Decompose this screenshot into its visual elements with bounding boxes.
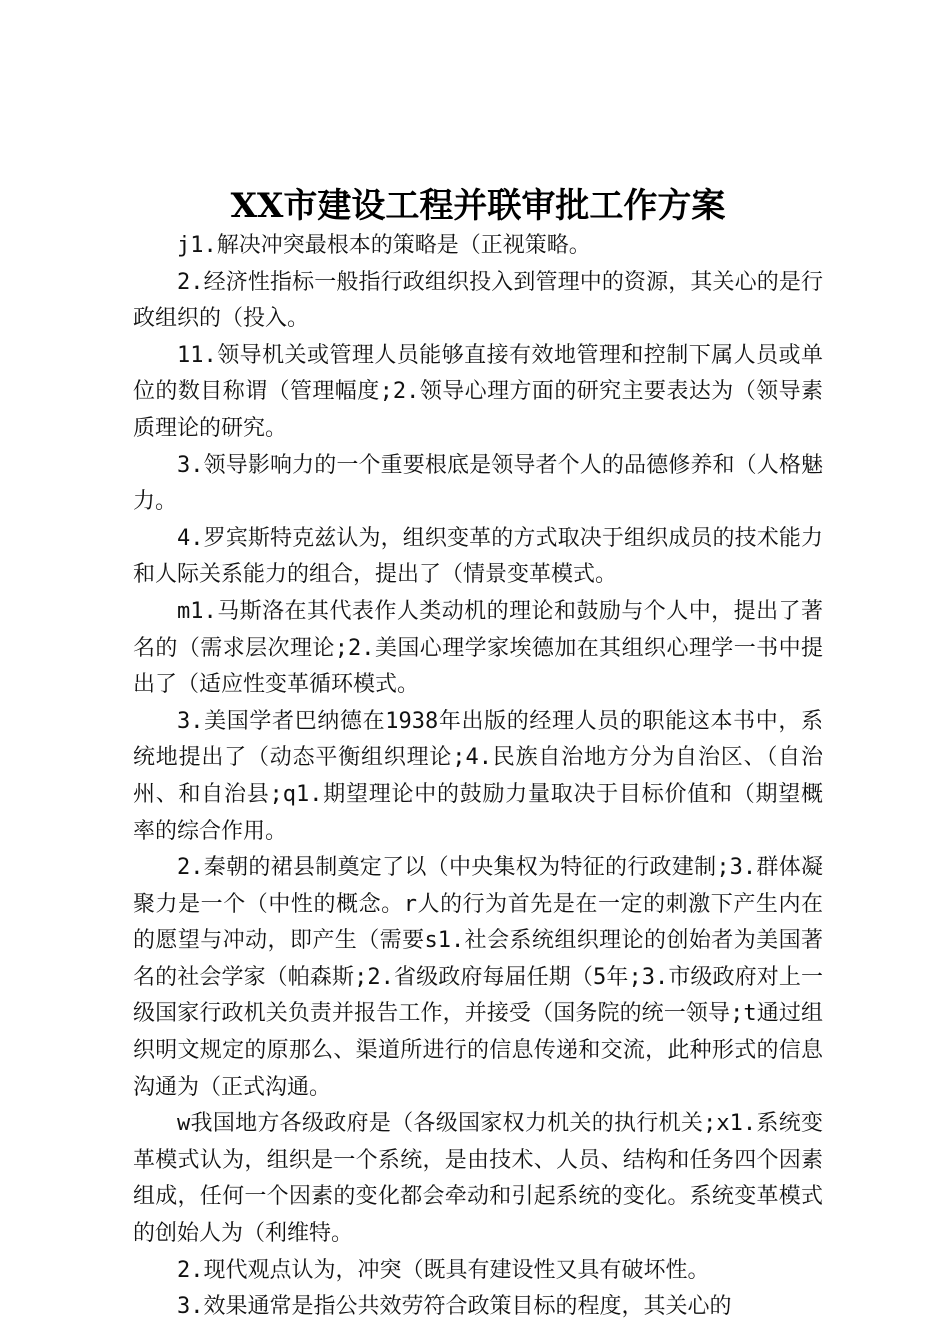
paragraph: 2.经济性指标一般指行政组织投入到管理中的资源，其关心的是行政组织的（投入。: [133, 269, 823, 332]
paragraph: 3.效果通常是指公共效劳符合政策目标的程度，其关心的: [177, 1294, 732, 1320]
paragraph: m1.马斯洛在其代表作人类动机的理论和鼓励与个人中，提出了著名的（需求层次理论;2.美国心理学家埃德加在其组织心理学一书中提出了（适应性变革循环模式。: [133, 598, 823, 698]
paragraph: j1.解决冲突最根本的策略是（正视策略。: [177, 233, 591, 258]
paragraph: 3.美国学者巴纳德在1938年出版的经理人员的职能这本书中，系统地提出了（动态平衡组织理论;4.民族自治地方分为自治区、（自治州、和自治县;q1.期望理论中的鼓励力量取决于目标价值和（期望概率的综合作用。: [133, 708, 823, 844]
paragraph: 2.现代观点认为，冲突（既具有建设性又具有破坏性。: [177, 1257, 710, 1283]
document-title: XX市建设工程并联审批工作方案: [230, 186, 726, 226]
paragraph: 2.秦朝的裙县制奠定了以（中央集权为特征的行政建制;3.群体凝聚力是一个（中性的概念。r人的行为首先是在一定的刺激下产生内在的愿望与冲动，即产生（需要s1.社会系统组织理论的创始者为美国著名的社会学家（帕森斯;2.省级政府每届任期（5年;3.市级政府对上一级国家行政机关负责并报告工作，并接受（国务院的统一领导;t通过组织明文规定的原那么、渠道所进行的信息传递和交流，此种形式的信息沟通为（正式沟通。: [133, 855, 823, 1100]
paragraph: 11.领导机关或管理人员能够直接有效地管理和控制下属人员或单位的数目称谓（管理幅度;2.领导心理方面的研究主要表达为（领导素质理论的研究。: [133, 342, 823, 441]
paragraph: w我国地方各级政府是（各级国家权力机关的执行机关;x1.系统变革模式认为，组织是一个系统，是由技术、人员、结构和任务四个因素组成，任何一个因素的变化都会牵动和引起系统的变化。系统变革模式的创始人为（利维特。: [133, 1111, 823, 1247]
document-body: [133, 228, 823, 1326]
paragraph: 3.领导影响力的一个重要根底是领导者个人的品德修养和（人格魅力。: [133, 452, 823, 515]
paragraph: 4.罗宾斯特克兹认为，组织变革的方式取决于组织成员的技术能力和人际关系能力的组合，提出了（情景变革模式。: [133, 525, 823, 588]
